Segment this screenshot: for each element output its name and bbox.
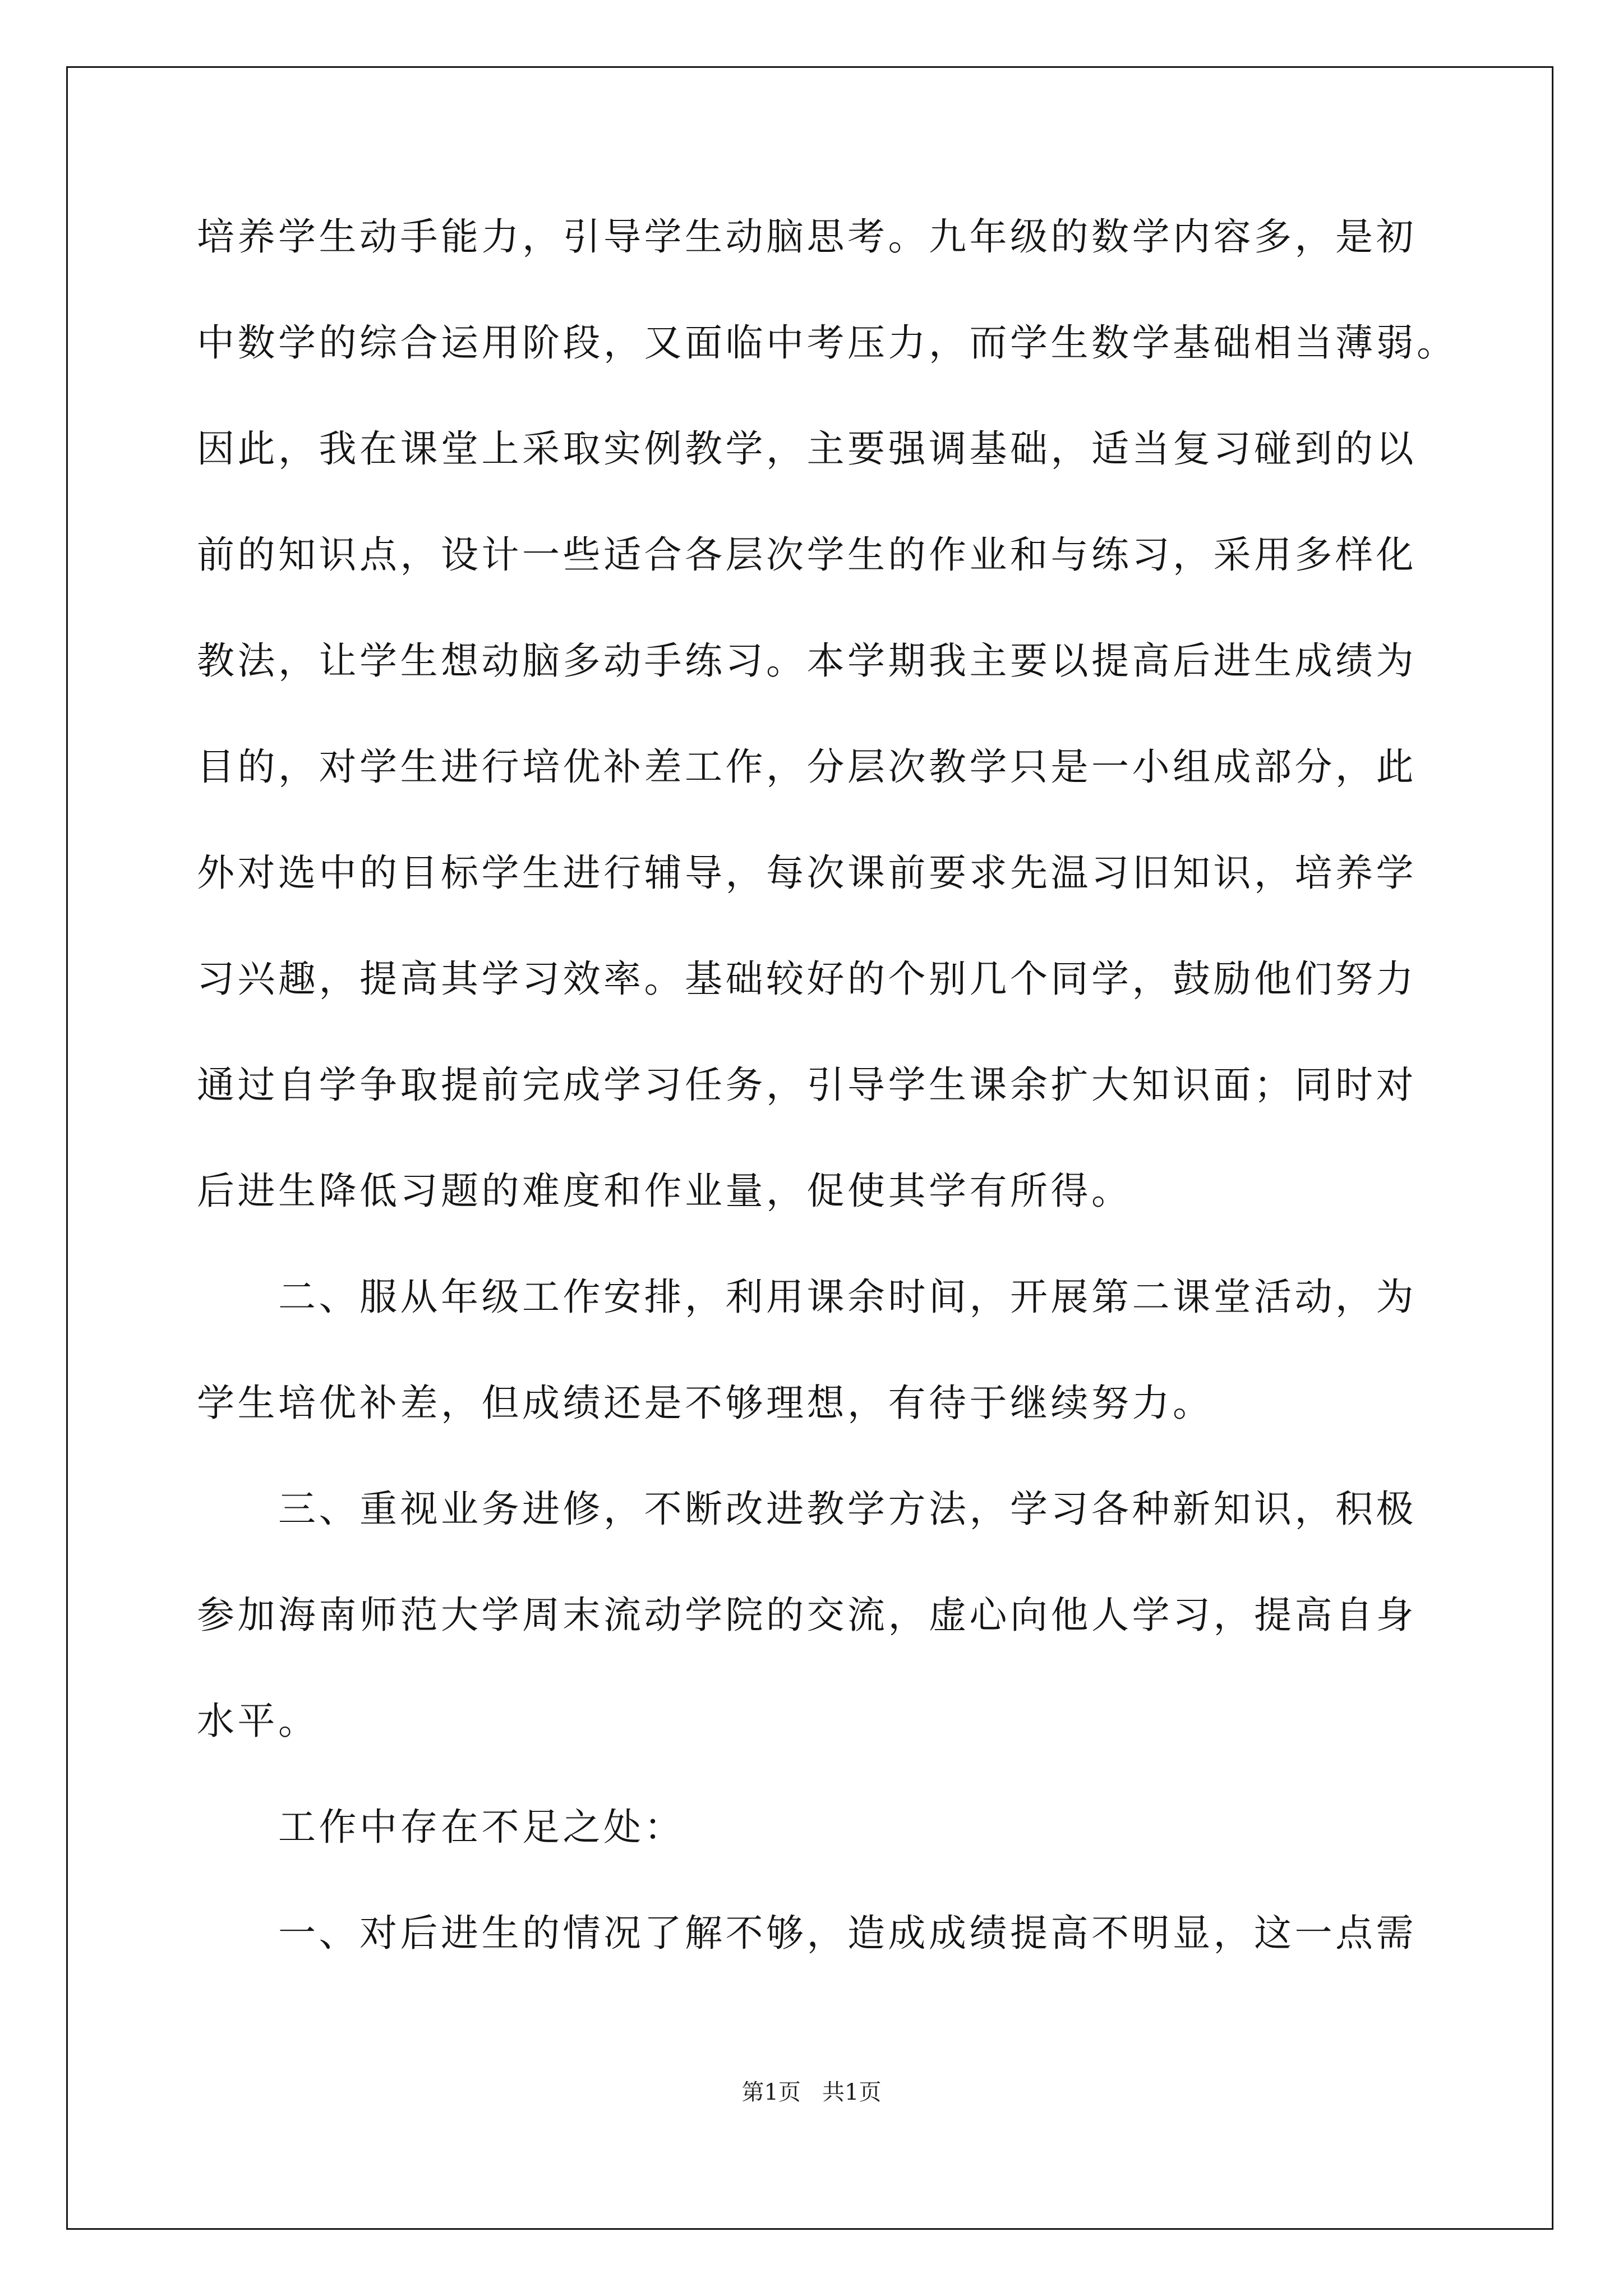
text-line: 水平。 bbox=[197, 1699, 319, 1743]
text-line: 三、重视业务进修，不断改进教学方法，学习各种新知识，积极 bbox=[197, 1487, 1417, 1531]
text-line: 前的知识点，设计一些适合各层次学生的作业和与练习，采用多样化 bbox=[197, 533, 1417, 577]
page-number-footer: 第1页 共1页 bbox=[741, 2079, 882, 2105]
text-line: 参加海南师范大学周末流动学院的交流，虚心向他人学习，提高自身 bbox=[197, 1593, 1417, 1637]
text-line: 工作中存在不足之处： bbox=[197, 1805, 685, 1849]
text-line: 后进生降低习题的难度和作业量，促使其学有所得。 bbox=[197, 1169, 1132, 1213]
text-line: 中数学的综合运用阶段，又面临中考压力，而学生数学基础相当薄弱。 bbox=[197, 321, 1458, 365]
text-line: 目的，对学生进行培优补差工作，分层次教学只是一小组成部分，此 bbox=[197, 745, 1417, 789]
text-line: 培养学生动手能力，引导学生动脑思考。九年级的数学内容多，是初 bbox=[197, 215, 1417, 259]
text-line: 因此，我在课堂上采取实例教学，主要强调基础，适当复习碰到的以 bbox=[197, 427, 1417, 471]
text-line: 习兴趣，提高其学习效率。基础较好的个别几个同学，鼓励他们努力 bbox=[197, 957, 1417, 1001]
text-line: 二、服从年级工作安排，利用课余时间，开展第二课堂活动，为 bbox=[197, 1275, 1417, 1319]
text-line: 外对选中的目标学生进行辅导，每次课前要求先温习旧知识，培养学 bbox=[197, 851, 1417, 895]
text-line: 学生培优补差，但成绩还是不够理想，有待于继续努力。 bbox=[197, 1381, 1214, 1425]
text-line: 通过自学争取提前完成学习任务，引导学生课余扩大知识面；同时对 bbox=[197, 1063, 1417, 1107]
page-border bbox=[66, 66, 1553, 2230]
text-line: 一、对后进生的情况了解不够，造成成绩提高不明显，这一点需 bbox=[197, 1911, 1417, 1955]
text-line: 教法，让学生想动脑多动手练习。本学期我主要以提高后进生成绩为 bbox=[197, 639, 1417, 683]
